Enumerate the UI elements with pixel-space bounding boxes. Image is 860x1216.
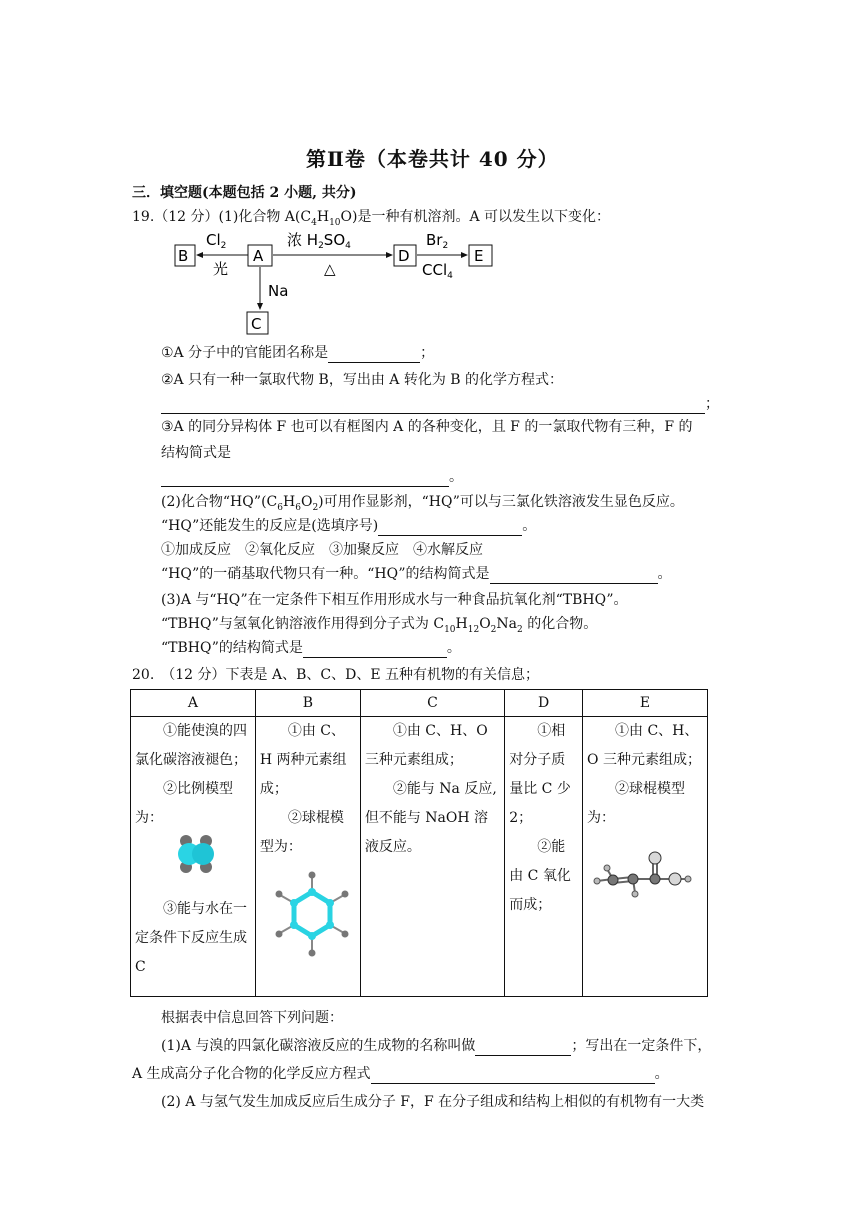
header-b: B [255,690,360,717]
q19-part3-answer: 。 [161,467,463,487]
q19-part5b: “TBHQ”与氢氧化钠溶液作用得到分子式为 $C_{10}H_{12}O_2Na_2$ 的化合物。 [161,616,598,635]
cell-a: ①能使溴的四氯化碳溶液褪色； ②比例模型为： ③能与水在一定条件下反应生成 C [131,717,256,997]
section-heading: 三．填空题(本题包括 2 小题, 共分) [132,185,357,201]
page-title: 第Ⅱ卷（本卷共计 40 分） [306,147,559,171]
q19-options: ①加成反应 ②氧化反应 ③加聚反应 ④水解反应 [161,542,483,558]
q20-sub1: (1)A 与溴的四氯化碳溶液反应的生成物的名称叫做 ；写出在一定条件下， [161,1038,712,1054]
q19-part3b: 结构简式是 [161,445,231,461]
header-e: E [583,690,708,717]
q19-part5c: “TBHQ”的结构简式是 。 [161,640,461,656]
scheme-a-label: A [253,247,264,265]
header-c: C [360,690,504,717]
q20-sub1b: A 生成高分子化合物的化学反应方程式 。 [132,1066,669,1082]
q19-part1: ①A 分子中的官能团名称是 ； [161,345,435,361]
q19-part4: (2)化合物“$HQ”(C_6H_6O_2)$可用作显影剂，“HQ”可以与三氯化铁溶液发生显色反应。 [161,494,684,513]
scheme-e-label: E [474,247,484,265]
scheme-light: 光 [213,260,229,278]
ethylene-space-filling-model [171,831,231,881]
q19-part4d: “HQ”的一硝基取代物只有一种。“HQ”的结构简式是 。 [161,566,672,582]
benzene-ball-stick-model [272,868,352,958]
reaction-scheme [160,228,500,340]
scheme-conc-h2so4: 浓 $H_2SO_4$ [287,231,351,251]
q19-part3: ③A 的同分异构体 F 也可以有框图内 A 的各种变化，且 F 的一氯取代物有三种，F 的 [161,419,693,435]
q19-part2: ②A 只有一种一氯取代物 B，写出由 A 转化为 B 的化学方程式： [161,372,564,388]
q20-sub2: (2) A 与氢气发生加成反应后生成分子 F，F 在分子组成和结构上相似的有机物有一大类 [161,1094,705,1110]
scheme-cl2: $Cl_2$ [206,231,227,251]
info-table [130,689,708,997]
q19-part2-answer: ； [161,394,719,414]
cell-d: ①相对分子质量比 C 少 2； ②能由 C 氧化而成； [505,717,583,997]
scheme-b-label: B [178,247,189,265]
header-a: A [131,690,256,717]
q19-part5: (3)A 与“HQ”在一定条件下相互作用形成水与一种食品抗氧化剂“TBHQ”。 [161,592,628,608]
scheme-ccl4: CCl$_4$ [422,261,453,281]
q19-part4b: “HQ”还能发生的反应是(选填序号) 。 [161,518,537,534]
q19-intro: 19.（12 分）(1)化合物 $A(C_4H_{10}O)$是一种有机溶剂。A 可以发生以下变化： [132,209,611,228]
scheme-na: Na [268,282,289,300]
cell-e: ①由 C、H、O 三种元素组成； ②球棍模型为： [583,717,708,997]
scheme-heat: △ [324,260,336,278]
scheme-d-label: D [398,247,410,265]
cell-c: ①由 C、H、O 三种元素组成； ②能与 Na 反应,但不能与 NaOH 溶液反应。 [360,717,504,997]
scheme-br2: $Br_2$ [426,231,449,251]
header-d: D [505,690,583,717]
acrylic-acid-ball-stick-model [587,847,697,907]
table-row [131,717,708,997]
table-header-row [131,690,708,717]
cell-b: ①由 C、H 两种元素组成； ②球棍模型为： [255,717,360,997]
q20-intro: 20. （12 分）下表是 A、B、C、D、E 五种有机物的有关信息； [132,667,539,683]
q20-prompt: 根据表中信息回答下列问题： [161,1010,343,1026]
scheme-c-label: C [251,315,262,333]
